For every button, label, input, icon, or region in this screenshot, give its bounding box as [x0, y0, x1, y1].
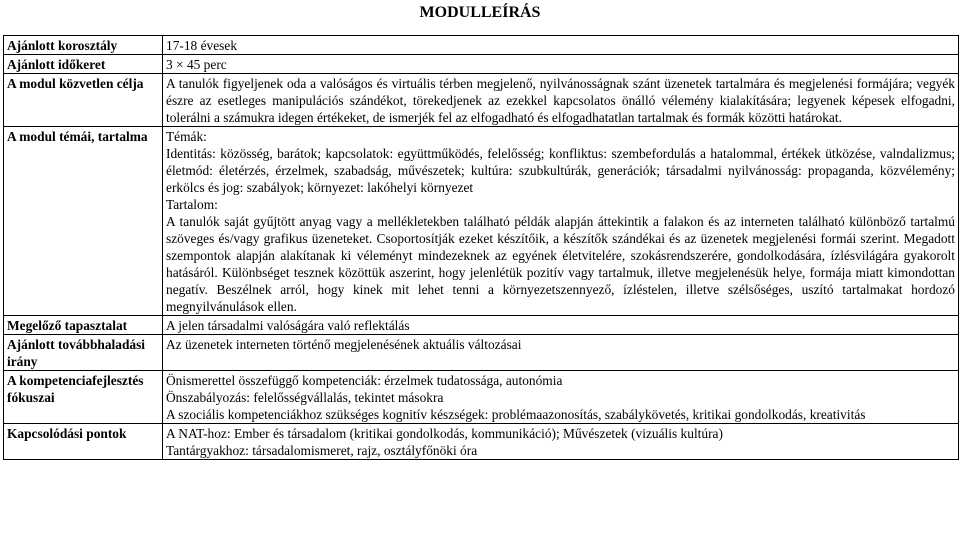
row-value — [163, 335, 959, 371]
value-paragraph: A tanulók figyeljenek oda a valóságos és virtuális térben megjelenő, nyilvánosságnak szánt üzenetek tartalmára és megjelenési formájára; vegyék észre az esetleges manipulációs szándékot, törekedjenek az ezekkel kapcsolatos önálló vélemény kialakítására; legyenek képesek elfogadni, tolerálni a számukra idegen értékeket, de ismerjék fel az elfogadható és elfogadhatatlan tartalmak és formák közötti határokat. — [166, 76, 955, 125]
value-line: A szociális kompetenciákhoz szükséges kognitív készségek: problémaazonosítás, szabálykövetés, kritikai gondolkodás, kreativitás — [166, 407, 866, 422]
table-row — [4, 127, 959, 316]
table-row — [4, 36, 959, 55]
row-value — [163, 127, 959, 316]
value-paragraph: A tanulók saját gyűjtött anyag vagy a mellékletekben található példák alapján áttekintik a falakon és az interneten található különböző tartalmú szöveges és/vagy grafikus üzeneteket. Csoportosítják ezeket készítőik, a készítők szándékai és az üzenetek megjelenési formái szerint. Megadott szempontok alapján alakítanak ki véleményt mindezeknek az egyének életvitelére, szokásrendszerére, gondolkodására, ízlésvilágára gyakorolt hatásáról. Különbséget tesznek közöttük aszerint, hogy jelenlétük pozitív vagy tartalmuk, illetve megjelenésük helye, formája miatt kimondottan negatív. Beszélnek arról, hogy kinek mit lehet tenni a környezetszennyező, ízléstelen, illetve szélsőséges, uszító tartalmakat hordozó megnyilvánulások ellen. — [166, 214, 955, 314]
row-label: A modul közvetlen célja — [4, 74, 163, 127]
row-value — [163, 371, 959, 424]
value-line: Önismerettel összefüggő kompetenciák: érzelmek tudatossága, autonómia — [166, 373, 563, 388]
document-title: MODULLEÍRÁS — [419, 4, 541, 21]
value-line: 17-18 évesek — [166, 38, 238, 53]
row-label: Ajánlott korosztály — [4, 36, 163, 55]
row-value — [163, 316, 959, 335]
table-row — [4, 371, 959, 424]
row-label: Kapcsolódási pontok — [4, 424, 163, 460]
table-row — [4, 316, 959, 335]
value-line: A NAT-hoz: Ember és társadalom (kritikai gondolkodás, kommunikáció); Művészetek (vizuális kultúra) — [166, 426, 723, 441]
row-label: A modul témái, tartalma — [4, 127, 163, 316]
table-row — [4, 335, 959, 371]
value-line: A jelen társadalmi valóságára való reflektálás — [166, 318, 410, 333]
value-line: Az üzenetek interneten történő megjelenésének aktuális változásai — [166, 337, 522, 352]
row-label: Megelőző tapasztalat — [4, 316, 163, 335]
row-label: A kompetenciafejlesztés fókuszai — [4, 371, 163, 424]
row-label: Ajánlott továbbhaladási irány — [4, 335, 163, 371]
value-line: Tantárgyakhoz: társadalomismeret, rajz, osztályfőnöki óra — [166, 443, 478, 458]
row-value — [163, 74, 959, 127]
row-value — [163, 36, 959, 55]
row-label: Ajánlott időkeret — [4, 55, 163, 74]
module-description-table — [3, 35, 959, 460]
value-line: 3 × 45 perc — [166, 57, 227, 72]
value-paragraph: Identitás: közösség, barátok; kapcsolatok: együttműködés, felelősség; konfliktus: szembefordulás a hatalommal, értékek ütközése, valndalizmus; életmód: életérzés, érzelmek, szabadság, művészetek; kultúra: szubkultúrák, generációk; társadalmi nyilvánosság: propaganda, közvélemény; erkölcs és jog: szabályok; környezet: lakóhelyi környezet — [166, 146, 955, 195]
value-heading-topics: Témák: — [166, 129, 207, 144]
table-row — [4, 55, 959, 74]
value-heading-content: Tartalom: — [166, 197, 218, 212]
row-value — [163, 55, 959, 74]
table-row — [4, 74, 959, 127]
row-value — [163, 424, 959, 460]
value-line: Önszabályozás: felelősségvállalás, tekintet másokra — [166, 390, 444, 405]
table-row — [4, 424, 959, 460]
